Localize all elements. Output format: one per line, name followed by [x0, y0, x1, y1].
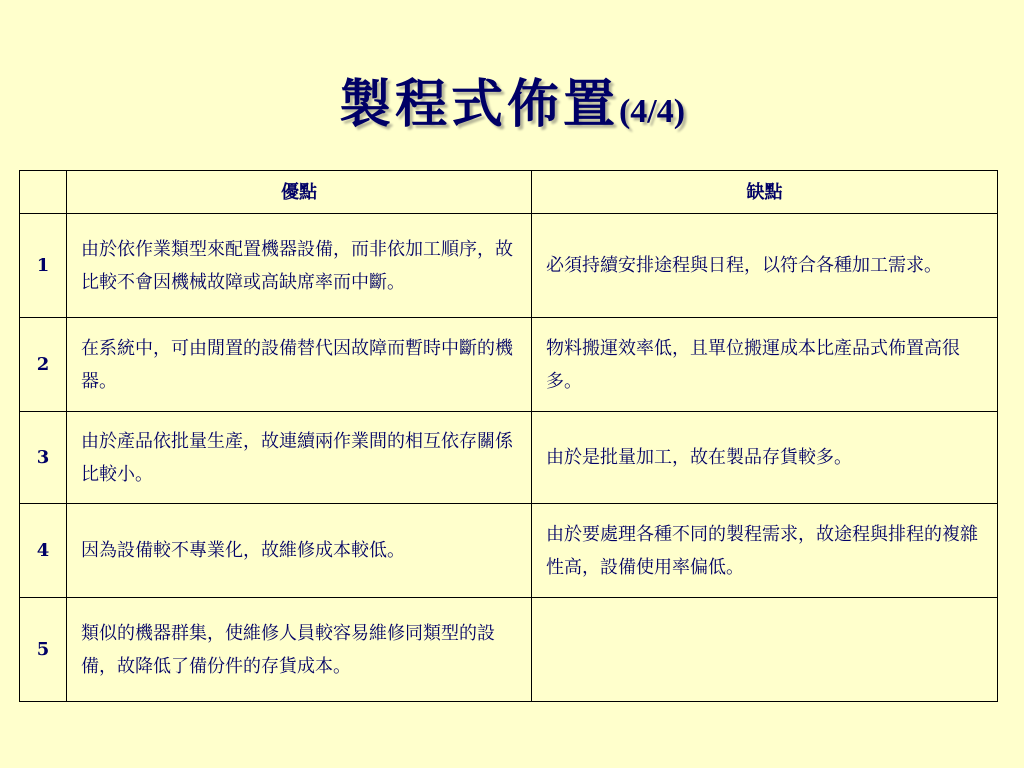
advantage-cell: 在系統中，可由閒置的設備替代因故障而暫時中斷的機器。 — [67, 318, 532, 412]
header-number — [20, 171, 67, 214]
header-disadvantages: 缺點 — [532, 171, 998, 214]
advantage-cell: 因為設備較不專業化，故維修成本較低。 — [67, 504, 532, 598]
row-number: 1 — [20, 214, 67, 318]
table-row — [20, 214, 998, 318]
table-row — [20, 412, 998, 504]
row-number: 3 — [20, 412, 67, 504]
slide-title-page-indicator: (4/4) — [618, 93, 686, 130]
advantage-cell: 由於產品依批量生產，故連續兩作業間的相互依存關係比較小。 — [67, 412, 532, 504]
advantage-cell: 類似的機器群集，使維修人員較容易維修同類型的設備，故降低了備份件的存貨成本。 — [67, 598, 532, 702]
advantage-cell: 由於依作業類型來配置機器設備，而非依加工順序，故比較不會因機械故障或高缺席率而中斷。 — [67, 214, 532, 318]
header-advantages: 優點 — [67, 171, 532, 214]
slide-title — [0, 62, 1024, 137]
row-number: 2 — [20, 318, 67, 412]
row-number: 5 — [20, 598, 67, 702]
comparison-table — [19, 170, 998, 702]
table-row — [20, 504, 998, 598]
disadvantage-cell: 必須持續安排途程與日程，以符合各種加工需求。 — [532, 214, 998, 318]
slide-title-main: 製程式佈置 — [338, 74, 619, 135]
table-header-row — [20, 171, 998, 214]
table-row — [20, 318, 998, 412]
table-row — [20, 598, 998, 702]
row-number: 4 — [20, 504, 67, 598]
disadvantage-cell: 物料搬運效率低，且單位搬運成本比產品式佈置高很多。 — [532, 318, 998, 412]
disadvantage-cell — [532, 598, 998, 702]
disadvantage-cell: 由於是批量加工，故在製品存貨較多。 — [532, 412, 998, 504]
disadvantage-cell: 由於要處理各種不同的製程需求，故途程與排程的複雜性高，設備使用率偏低。 — [532, 504, 998, 598]
